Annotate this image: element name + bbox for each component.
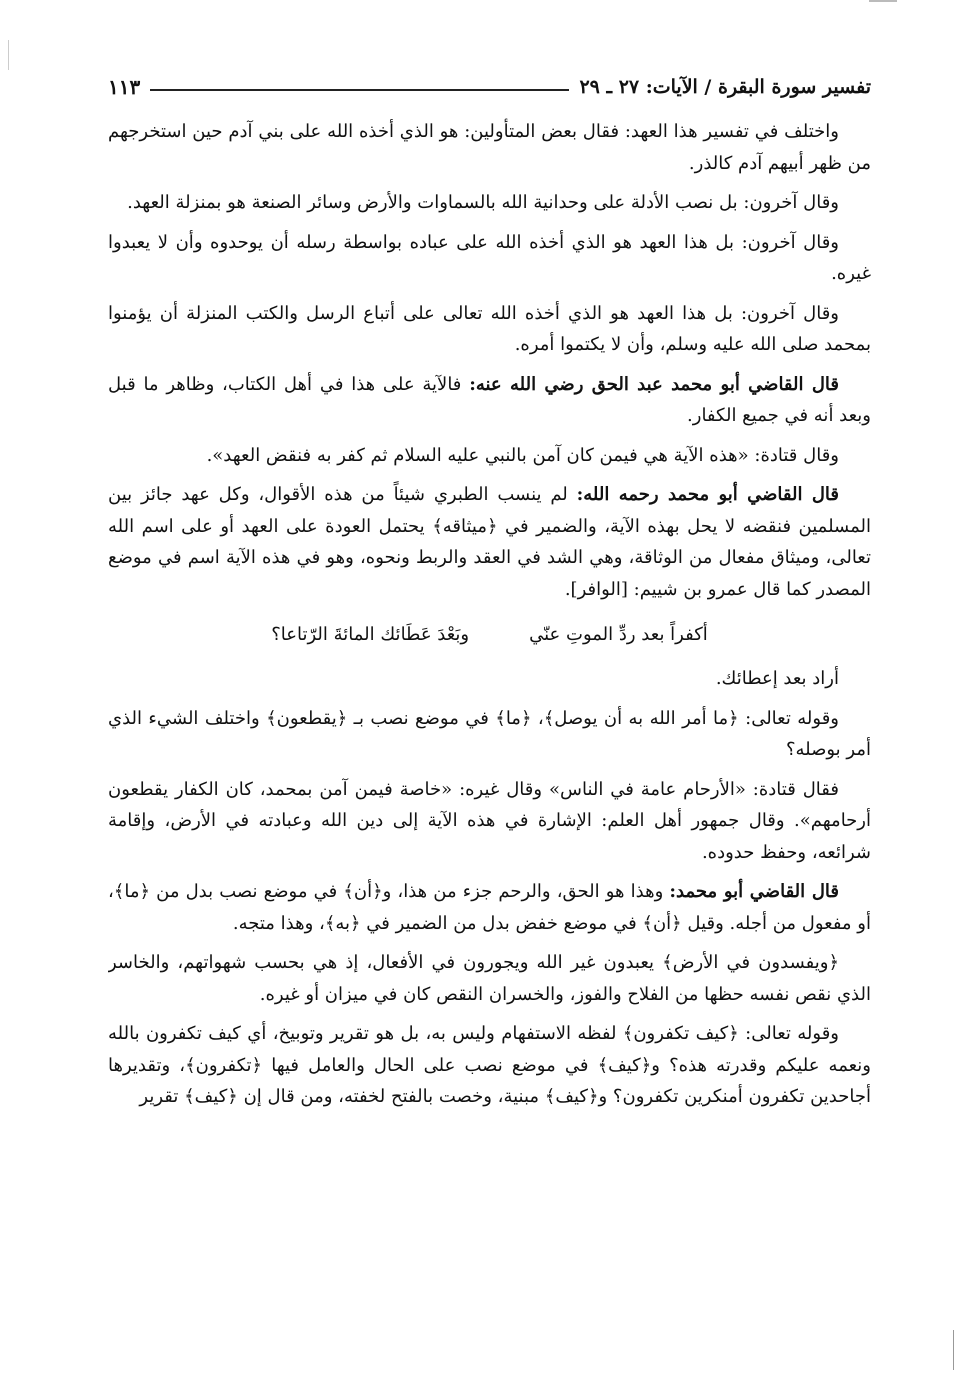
paragraph-lead: قال القاضي أبو محمد: (669, 881, 839, 902)
paragraph-text: وقال آخرون: بل هذا العهد هو الذي أخذه الله على عباده بواسطة رسله أن يوحدوه وأن لا يعبدوا غيره. (108, 231, 871, 284)
paragraph (108, 369, 871, 432)
paragraph-text: واختلف في تفسير هذا العهد: فقال بعض المتأولين: هو الذي أخذه الله على بني آدم حين استخرجهم من ظهر أبيهم آدم كالذر. (108, 121, 871, 174)
paragraph-lead: قال القاضي أبو محمد رحمه الله: (576, 484, 840, 505)
header-rule (150, 89, 569, 91)
paragraph-text: ﴿ويفسدون في الأرض﴾ يعبدون غير الله ويجورون في الأفعال، إذ هي بحسب شهواتهم، والخاسر الذي نقص نفسه حظها من الفلاح والفوز، والخسران النقص كان في ميزان أو غيره. (108, 952, 871, 1005)
scan-edge-mark (953, 1330, 954, 1370)
paragraph (108, 876, 871, 939)
scan-edge-mark (869, 0, 897, 2)
paragraph (108, 774, 871, 869)
paragraph-text: وقوله تعالى: ﴿كيف تكفرون﴾ لفظه الاستفهام وليس به، بل هو تقرير وتوبيخ، أي كيف تكفرون بالله ونعمه عليكم وقدرته هذه؟ و﴿كيف﴾ في موضع نصب على الحال والعامل فيها ﴿تكفرون﴾، وتقديرها أجاحدين تكفرون أمنكرين تكفرون؟ و﴿كيف﴾ مبنية، وخصت بالفتح لخفته، ومن قال إن ﴿كيف﴾ تقرير (108, 1023, 871, 1107)
page-body (108, 116, 871, 1386)
paragraph (108, 227, 871, 290)
running-head: تفسير سورة البقرة / الآيات: ٢٧ ـ ٢٩ (579, 76, 871, 98)
paragraph-text: لم ينسب الطبري شيئاً من هذه الأقوال، وكل عهد جائز بين المسلمين فنقضه لا يحل بهذه الآية، والضمير في ﴿ميثاقه﴾ يحتمل العودة على العهد أو على اسم الله تعالى، وميثاق مفعال من الوثاقة، وهي الشد في العقد والربط ونحوه، وهو في هذه الآية اسم في موضع المصدر كما قال عمرو بن شييم: [الوافر]. (108, 484, 871, 600)
page-header (108, 70, 871, 104)
paragraph (108, 440, 871, 472)
verse-second-hemistich: وبَعْدَ عَطَائك المائةَ الرّتاعا؟ (271, 624, 470, 645)
paragraph (108, 187, 871, 219)
paragraph (108, 116, 871, 179)
page-number: ١١٣ (108, 75, 141, 99)
paragraph-text: وقال قتادة: «هذه الآية هي فيمن كان آمن بالنبي عليه السلام ثم كفر به فنقض العهد». (206, 444, 839, 466)
verse-first-hemistich: أكفراً بعد ردِّ الموتِ عنّي (529, 624, 708, 645)
paragraph (108, 703, 871, 766)
paragraph (108, 298, 871, 361)
paragraph-text: وهذا هو الحق، والرحم جزء من هذا، و﴿أن﴾ في موضع نصب بدل من ﴿ما﴾، أو مفعول من أجله. وقيل ﴿أن﴾ في موضع خفض بدل من الضمير في ﴿به﴾، وهذا متجه. (108, 881, 871, 934)
scan-edge-mark (8, 40, 9, 70)
paragraph-text: وقال آخرون: بل نصب الأدلة على وحدانية الله بالسماوات والأرض وسائر الصنعة هو بمنزلة العهد. (127, 192, 839, 213)
paragraph (108, 1018, 871, 1113)
paragraph (108, 947, 871, 1010)
paragraph-lead: قال القاضي أبو محمد عبد الحق رضي الله عنه: (469, 373, 840, 395)
paragraph-text: أراد بعد إعطائك. (715, 668, 839, 689)
paragraph-text: وقال آخرون: بل هذا العهد هو الذي أخذه الله تعالى على أتباع الرسل والكتب المنزلة أن يؤمنوا بمحمد صلى الله عليه وسلم، وأن لا يكتموا أمره. (108, 302, 871, 355)
paragraph (108, 663, 871, 695)
paragraph (108, 479, 871, 605)
paragraph-text: فقال قتادة: «الأرحام عامة في الناس» وقال غيره: «خاصة فيمن آمن بمحمد، كان الكفار يقطعون أرحامهم». وقال جمهور أهل العلم: الإشارة في هذه الآية إلى دين الله وعبادته في الأرض، وإقامة شرائعه، وحفظ حدوده. (108, 778, 871, 863)
paragraph-text: وقوله تعالى: ﴿ما أمر الله به أن يوصل﴾، ﴿ما﴾ في موضع نصب بـ ﴿يقطعون﴾ واختلف الشيء الذي أمر بوصله؟ (108, 707, 871, 760)
poetry-verse (108, 617, 871, 653)
paragraph-text: فالآية على هذا في أهل الكتاب، وظاهر ما قبل وبعد أنه في جميع الكفار. (108, 373, 871, 426)
